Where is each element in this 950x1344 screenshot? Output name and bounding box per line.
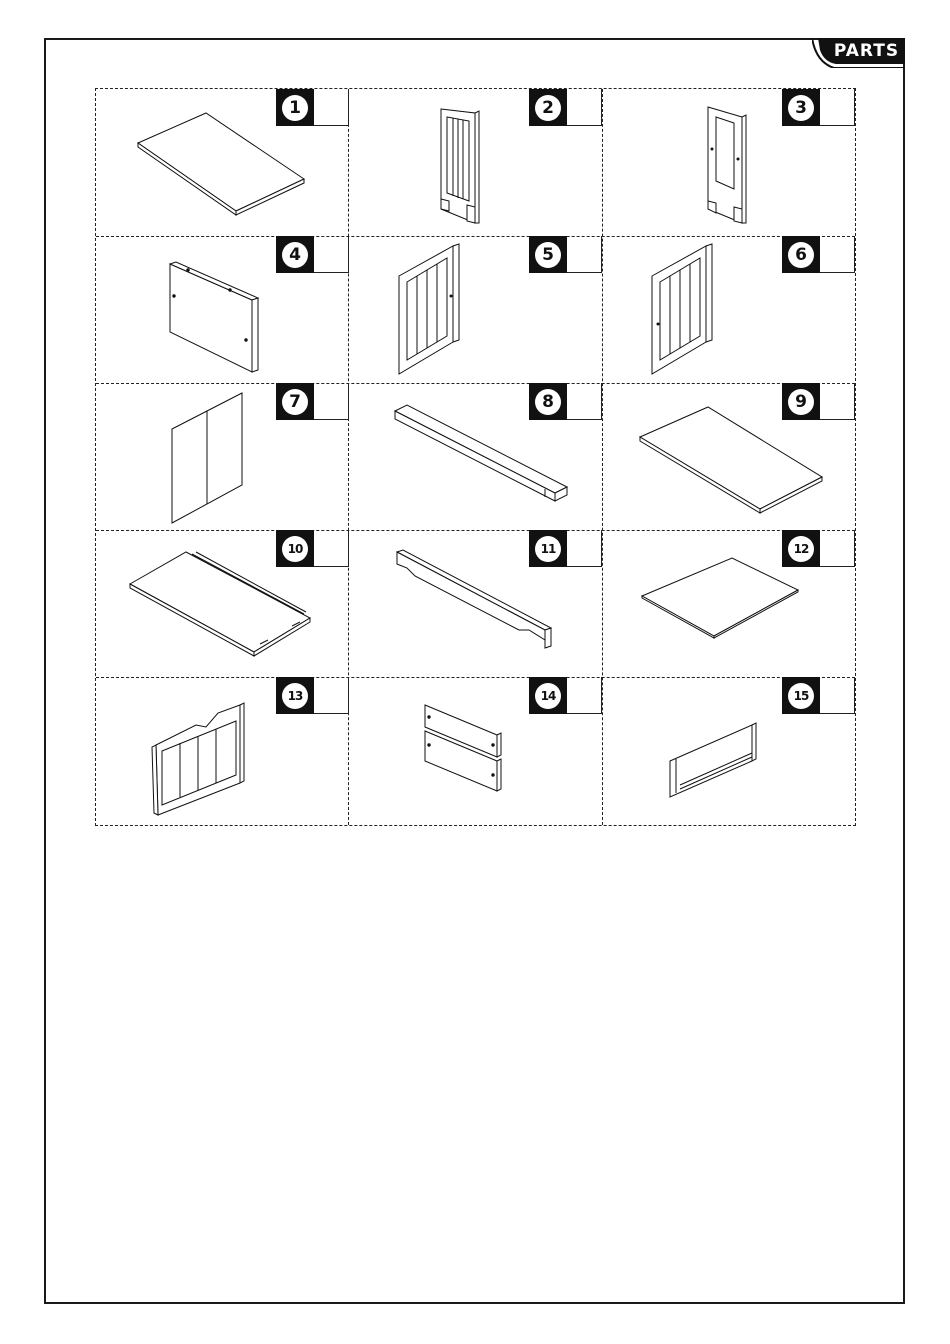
part-number-badge (276, 530, 349, 567)
part-number: 1 (282, 95, 308, 121)
part-number-badge (276, 677, 349, 714)
quantity-box (567, 89, 602, 126)
part-cell (96, 89, 349, 236)
part-cell (96, 530, 349, 677)
part-number-badge (529, 383, 602, 420)
part-cell (602, 383, 855, 530)
part-cell (96, 236, 349, 383)
part-cell (349, 677, 602, 824)
part-number: 13 (282, 683, 308, 709)
parts-tab (812, 38, 905, 68)
part-number: 9 (788, 389, 814, 415)
part-number-badge (782, 236, 855, 273)
part-cell (349, 530, 602, 677)
part-number: 3 (788, 95, 814, 121)
part-number: 15 (788, 683, 814, 709)
quantity-box (820, 383, 855, 420)
quantity-box (820, 236, 855, 273)
quantity-box (314, 236, 349, 273)
part-number-badge (276, 89, 349, 126)
part-number-badge (276, 383, 349, 420)
part-cell (602, 89, 855, 236)
quantity-box (567, 677, 602, 714)
part-number: 6 (788, 242, 814, 268)
quantity-box (314, 89, 349, 126)
part-number-badge (529, 89, 602, 126)
quantity-box (314, 530, 349, 567)
quantity-box (314, 383, 349, 420)
part-number: 8 (535, 389, 561, 415)
part-cell (96, 677, 349, 824)
part-number-badge (782, 677, 855, 714)
parts-tab-label: PARTS (833, 41, 900, 61)
part-number-badge (782, 530, 855, 567)
part-cell (349, 383, 602, 530)
part-number-badge (529, 530, 602, 567)
quantity-box (314, 677, 349, 714)
quantity-box (820, 89, 855, 126)
quantity-box (567, 530, 602, 567)
part-cell (96, 383, 349, 530)
quantity-box (820, 677, 855, 714)
part-number: 5 (535, 242, 561, 268)
part-number-badge (529, 677, 602, 714)
part-number-badge (782, 89, 855, 126)
part-number-badge (529, 236, 602, 273)
part-cell (602, 236, 855, 383)
part-number: 11 (535, 536, 561, 562)
part-number-badge (782, 383, 855, 420)
part-number: 7 (282, 389, 308, 415)
quantity-box (820, 530, 855, 567)
part-number: 12 (788, 536, 814, 562)
part-number: 4 (282, 242, 308, 268)
part-number: 10 (282, 536, 308, 562)
part-cell (349, 89, 602, 236)
part-number-badge (276, 236, 349, 273)
part-number: 2 (535, 95, 561, 121)
part-cell (602, 677, 855, 824)
quantity-box (567, 236, 602, 273)
quantity-box (567, 383, 602, 420)
part-cell (602, 530, 855, 677)
part-number: 14 (535, 683, 561, 709)
parts-grid (95, 88, 856, 826)
part-cell (349, 236, 602, 383)
